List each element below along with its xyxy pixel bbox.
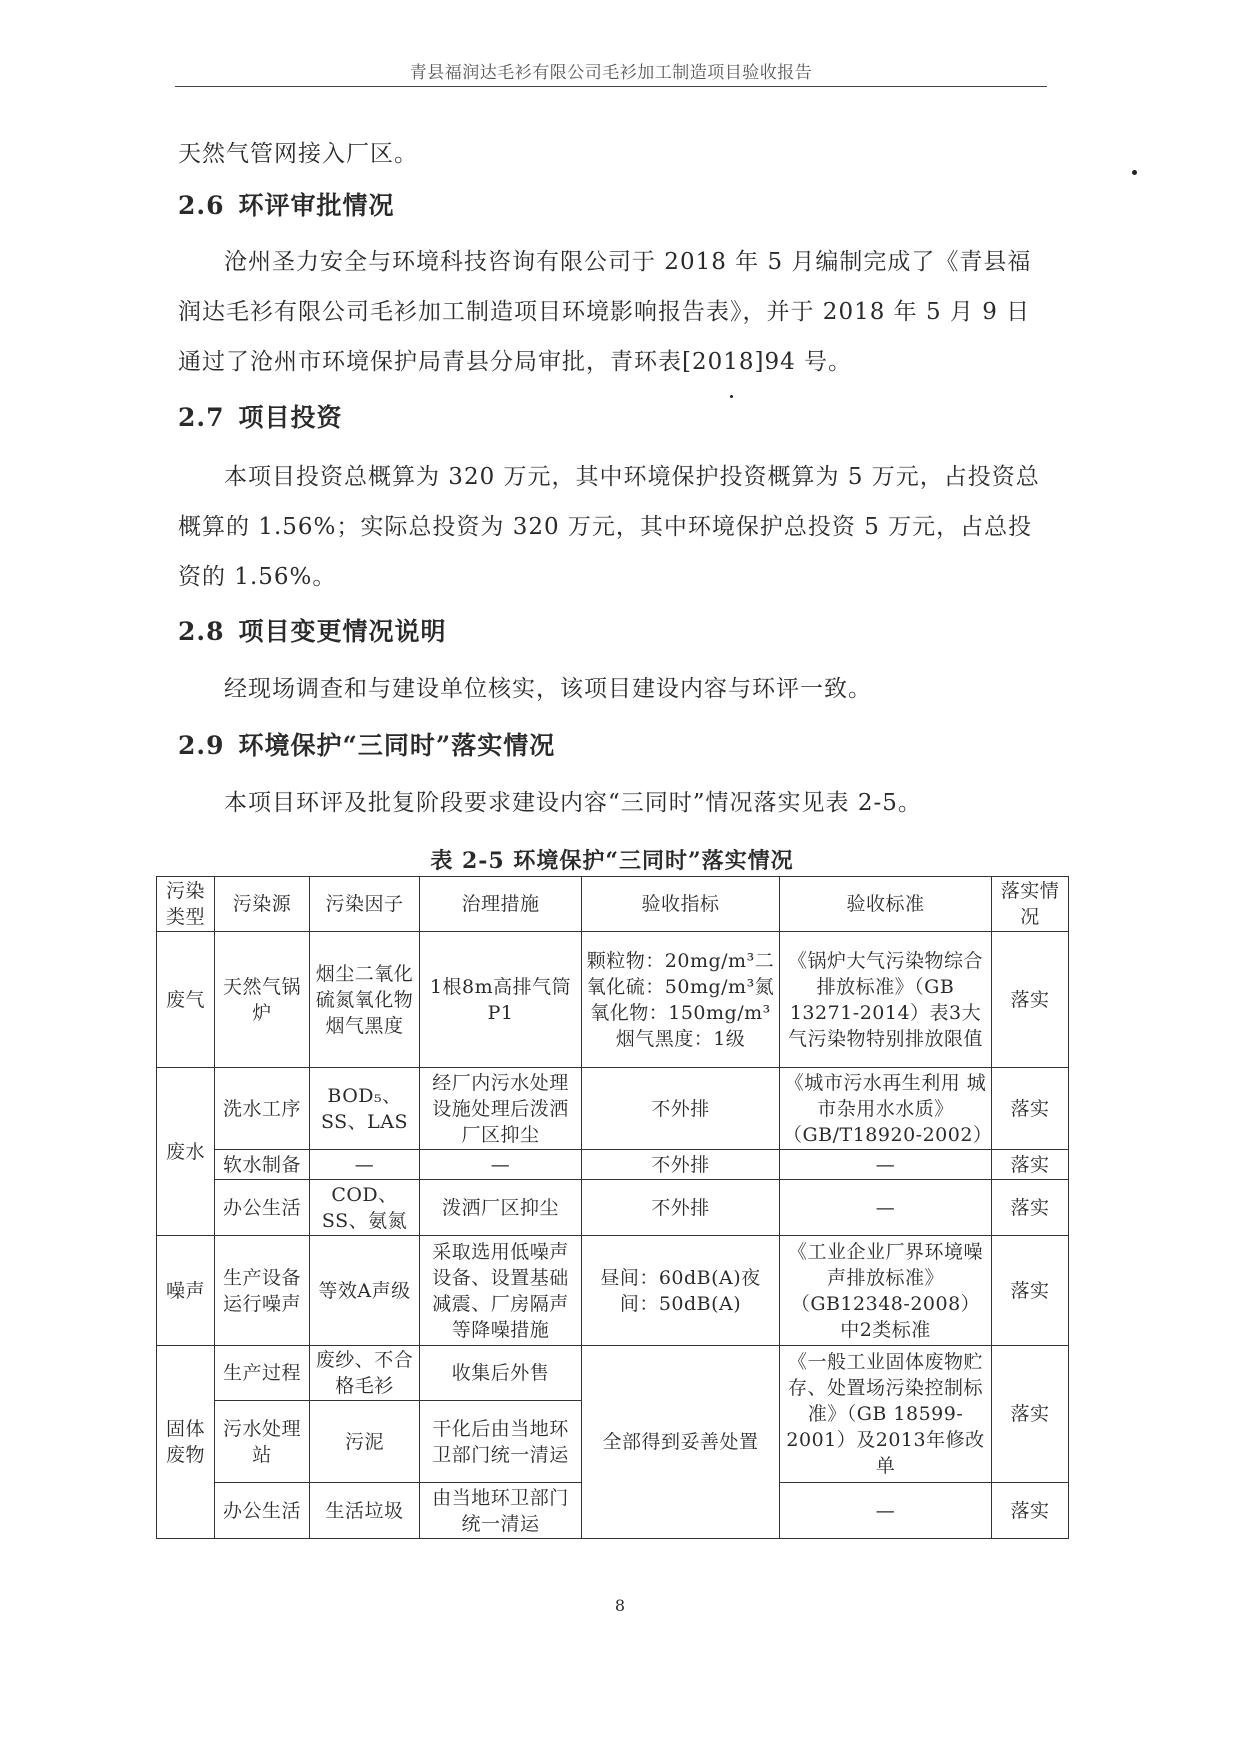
scan-speck <box>1132 170 1137 175</box>
cell-measure: 经厂内污水处理设施处理后泼洒厂区抑尘 <box>420 1068 582 1150</box>
section-body-2-7: 本项目投资总概算为 320 万元，其中环境保护投资概算为 5 万元，占投资总概算的 1.56%；实际总投资为 320 万元，其中环境保护总投资 5 万元，占总投资的 1.56%。 <box>178 464 1040 590</box>
cell-source: 软水制备 <box>215 1150 310 1180</box>
col-header-type: 污染类型 <box>157 877 215 932</box>
cell-standard: — <box>780 1150 992 1180</box>
cell-status: 落实 <box>992 1068 1069 1150</box>
table-row <box>157 932 1069 1068</box>
cell-source: 洗水工序 <box>215 1068 310 1150</box>
header-rule <box>175 86 1047 87</box>
cell-index: 昼间：60dB(A)夜间：50dB(A) <box>582 1236 780 1346</box>
cell-index: 不外排 <box>582 1180 780 1236</box>
header-title: 青县福润达毛衫有限公司毛衫加工制造项目验收报告 <box>409 63 813 83</box>
cell-standard: — <box>780 1180 992 1236</box>
cell-standard: 《工业企业厂界环境噪声排放标准》（GB12348-2008）中2类标准 <box>780 1236 992 1346</box>
cell-status: 落实 <box>992 1346 1069 1483</box>
cell-source: 办公生活 <box>215 1483 310 1539</box>
section-heading-2-7 <box>178 398 343 434</box>
cell-index: 全部得到妥善处置 <box>582 1346 780 1539</box>
cell-source: 天然气锅炉 <box>215 932 310 1068</box>
section-title: 项目变更情况说明 <box>238 617 447 646</box>
scan-speck <box>730 395 733 398</box>
cell-factors: COD、SS、氨氮 <box>310 1180 420 1236</box>
section-number: 2.8 <box>178 617 225 646</box>
three-simultaneous-table <box>156 876 1069 1539</box>
section-heading-2-9 <box>178 726 555 762</box>
cell-type: 固体废物 <box>157 1346 215 1539</box>
col-header-source: 污染源 <box>215 877 310 932</box>
cell-factors: 等效A声级 <box>310 1236 420 1346</box>
cell-status: 落实 <box>992 932 1069 1068</box>
cell-factors: 污泥 <box>310 1401 420 1483</box>
section-heading-2-8 <box>178 612 447 648</box>
cell-standard: 《一般工业固体废物贮存、处置场污染控制标准》（GB 18599-2001）及2013年修改单 <box>780 1346 992 1483</box>
cell-factors: — <box>310 1150 420 1180</box>
table-row <box>157 1150 1069 1180</box>
cell-factors: 烟尘二氧化硫氮氧化物烟气黑度 <box>310 932 420 1068</box>
col-header-standard: 验收标准 <box>780 877 992 932</box>
cell-measure: 泼洒厂区抑尘 <box>420 1180 582 1236</box>
table-row <box>157 1346 1069 1401</box>
col-header-measure: 治理措施 <box>420 877 582 932</box>
cell-factors: BOD₅、SS、LAS <box>310 1068 420 1150</box>
cell-source: 生产设备运行噪声 <box>215 1236 310 1346</box>
cell-standard: 《城市污水再生利用 城市杂用水水质》（GB/T18920-2002） <box>780 1068 992 1150</box>
table-header-row <box>157 877 1069 932</box>
cell-measure: 采取选用低噪声设备、设置基础减震、厂房隔声等降噪措施 <box>420 1236 582 1346</box>
col-header-status: 落实情况 <box>992 877 1069 932</box>
section-body-2-8: 经现场调查和与建设单位核实，该项目建设内容与环评一致。 <box>224 676 872 702</box>
table-row <box>157 1180 1069 1236</box>
table-row <box>157 1068 1069 1150</box>
cell-type: 废水 <box>157 1068 215 1236</box>
cell-measure: 由当地环卫部门统一清运 <box>420 1483 582 1539</box>
section-number: 2.7 <box>178 403 225 432</box>
cell-status: 落实 <box>992 1180 1069 1236</box>
page-number: 8 <box>614 1596 626 1615</box>
cell-type: 噪声 <box>157 1236 215 1346</box>
cell-status: 落实 <box>992 1236 1069 1346</box>
cell-status: 落实 <box>992 1483 1069 1539</box>
section-body-2-6: 沧州圣力安全与环境科技咨询有限公司于 2018 年 5 月编制完成了《青县福润达毛衫有限公司毛衫加工制造项目环境影响报告表》，并于 2018 年 5 月 9 日通过了沧州市环境保护局青县分局审批，青环表[2018]94 号。 <box>178 249 1032 375</box>
section-title: 环评审批情况 <box>238 191 395 220</box>
cell-factors: 废纱、不合格毛衫 <box>310 1346 420 1401</box>
cell-source: 办公生活 <box>215 1180 310 1236</box>
cell-type: 废气 <box>157 932 215 1068</box>
col-header-factors: 污染因子 <box>310 877 420 932</box>
cell-index: 不外排 <box>582 1068 780 1150</box>
cell-index: 颗粒物：20mg/m³二氧化硫：50mg/m³氮氧化物：150mg/m³烟气黑度：1级 <box>582 932 780 1068</box>
cell-measure: 收集后外售 <box>420 1346 582 1401</box>
section-body-2-9: 本项目环评及批复阶段要求建设内容“三同时”情况落实见表 2-5。 <box>224 790 922 816</box>
cell-factors: 生活垃圾 <box>310 1483 420 1539</box>
cell-standard: 《锅炉大气污染物综合排放标准》（GB 13271-2014）表3大气污染物特别排放限值 <box>780 932 992 1068</box>
table-caption: 表 2-5 环境保护“三同时”落实情况 <box>430 848 794 874</box>
cell-status: 落实 <box>992 1150 1069 1180</box>
cell-measure: 干化后由当地环卫部门统一清运 <box>420 1401 582 1483</box>
section-number: 2.9 <box>178 731 225 760</box>
cell-index: 不外排 <box>582 1150 780 1180</box>
table-row <box>157 1236 1069 1346</box>
section-title: 环境保护“三同时”落实情况 <box>238 731 556 760</box>
col-header-index: 验收指标 <box>582 877 780 932</box>
section-title: 项目投资 <box>238 403 343 432</box>
cell-source: 生产过程 <box>215 1346 310 1401</box>
cell-measure: 1根8m高排气筒P1 <box>420 932 582 1068</box>
section-number: 2.6 <box>178 191 225 220</box>
cell-source: 污水处理站 <box>215 1401 310 1483</box>
intro-line: 天然气管网接入厂区。 <box>178 141 418 167</box>
cell-measure: — <box>420 1150 582 1180</box>
cell-standard: — <box>780 1483 992 1539</box>
section-heading-2-6 <box>178 186 395 222</box>
